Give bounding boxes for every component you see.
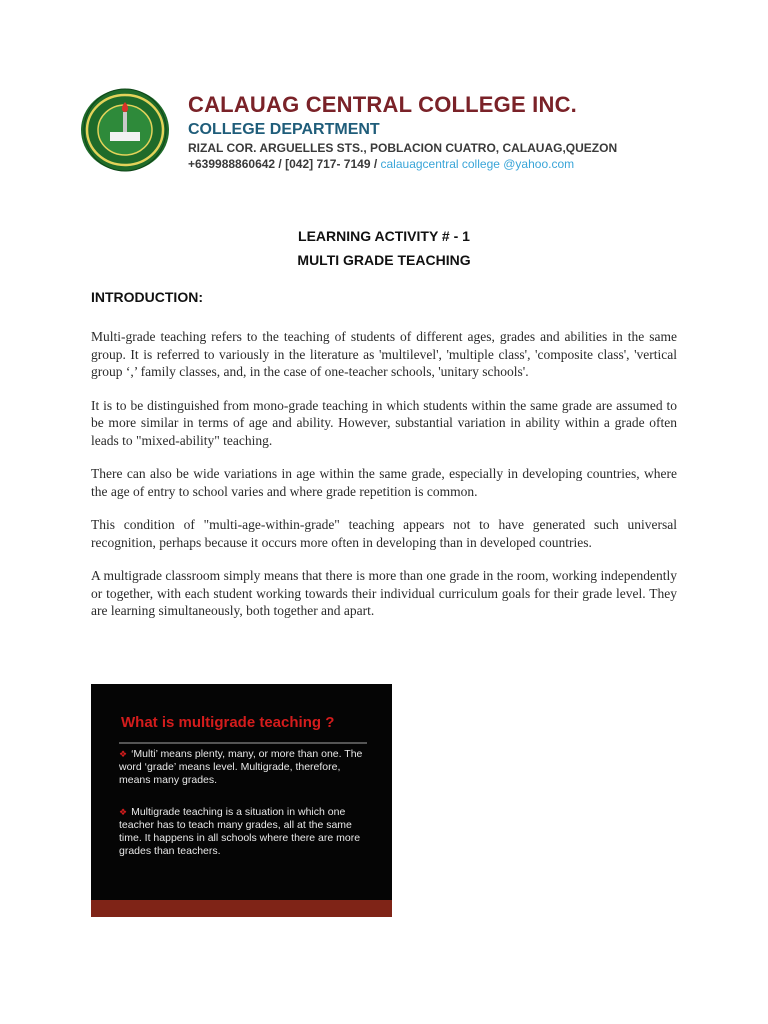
diamond-bullet-icon: ❖ [119,807,128,817]
activity-topic: MULTI GRADE TEACHING [297,252,471,268]
slide-title: What is multigrade teaching ? [121,714,335,731]
slide-bullet-text: Multigrade teaching is a situation in which one teacher has to teach many grades, all at the same time. It happens in all schools where there are more grades than teachers. [119,806,361,857]
diamond-bullet-icon: ❖ [119,749,128,759]
email-address[interactable]: calauagcentral college @yahoo.com [380,157,575,171]
paragraph: A multigrade classroom simply means that there is more than one grade in the room, working independently or together, with each student working towards their individual curriculum goals for their grade level. They are learning simultaneously, both together and apart. [91,568,677,618]
contact-line [188,156,617,172]
slide-divider [119,742,367,744]
slide-bullet [119,748,369,787]
school-seal-icon [80,88,170,172]
introduction-body [91,328,677,636]
department-name: COLLEGE DEPARTMENT [188,121,380,138]
section-heading: INTRODUCTION: [91,289,203,305]
letterhead [80,88,700,178]
paragraph: This condition of "multi-age-within-grade" teaching appears not to have generated such universal recognition, perhaps because it occurs more often in developing than in developed countries. [91,517,677,550]
paragraph: It is to be distinguished from mono-grade teaching in which students within the same grade are assumed to be more similar in terms of age and ability. However, substantial variation in ability within a grade often leads to "mixed-ability" teaching. [91,397,677,448]
slide-bullet [119,806,369,858]
paragraph: There can also be wide variations in age within the same grade, especially in developing countries, where the age of entry to school varies and where grade repetition is common. [91,466,677,499]
slide-footer-bar [91,900,392,917]
college-name: CALAUAG CENTRAL COLLEGE INC. [188,92,577,117]
slide-bullet-text: ‘Multi’ means plenty, many, or more than one. The word ‘grade’ means level. Multigrade, therefore, means many grades. [119,748,363,786]
activity-title [0,224,768,272]
phone-numbers: +639988860642 / [042] 717- 7149 / [188,157,381,171]
activity-number: LEARNING ACTIVITY # - 1 [298,228,470,244]
slide-image [91,684,392,917]
paragraph: Multi-grade teaching refers to the teaching of students of different ages, grades and abilities in the same group. It is referred to variously in the literature as 'multilevel', 'multiple class', 'composite class', 'vertical group ‘,’ family classes, and, in the case of one-teacher schools, 'unitary schools'. [91,329,677,379]
college-address: RIZAL COR. ARGUELLES STS., POBLACION CUATRO, CALAUAG,QUEZON [188,141,618,155]
